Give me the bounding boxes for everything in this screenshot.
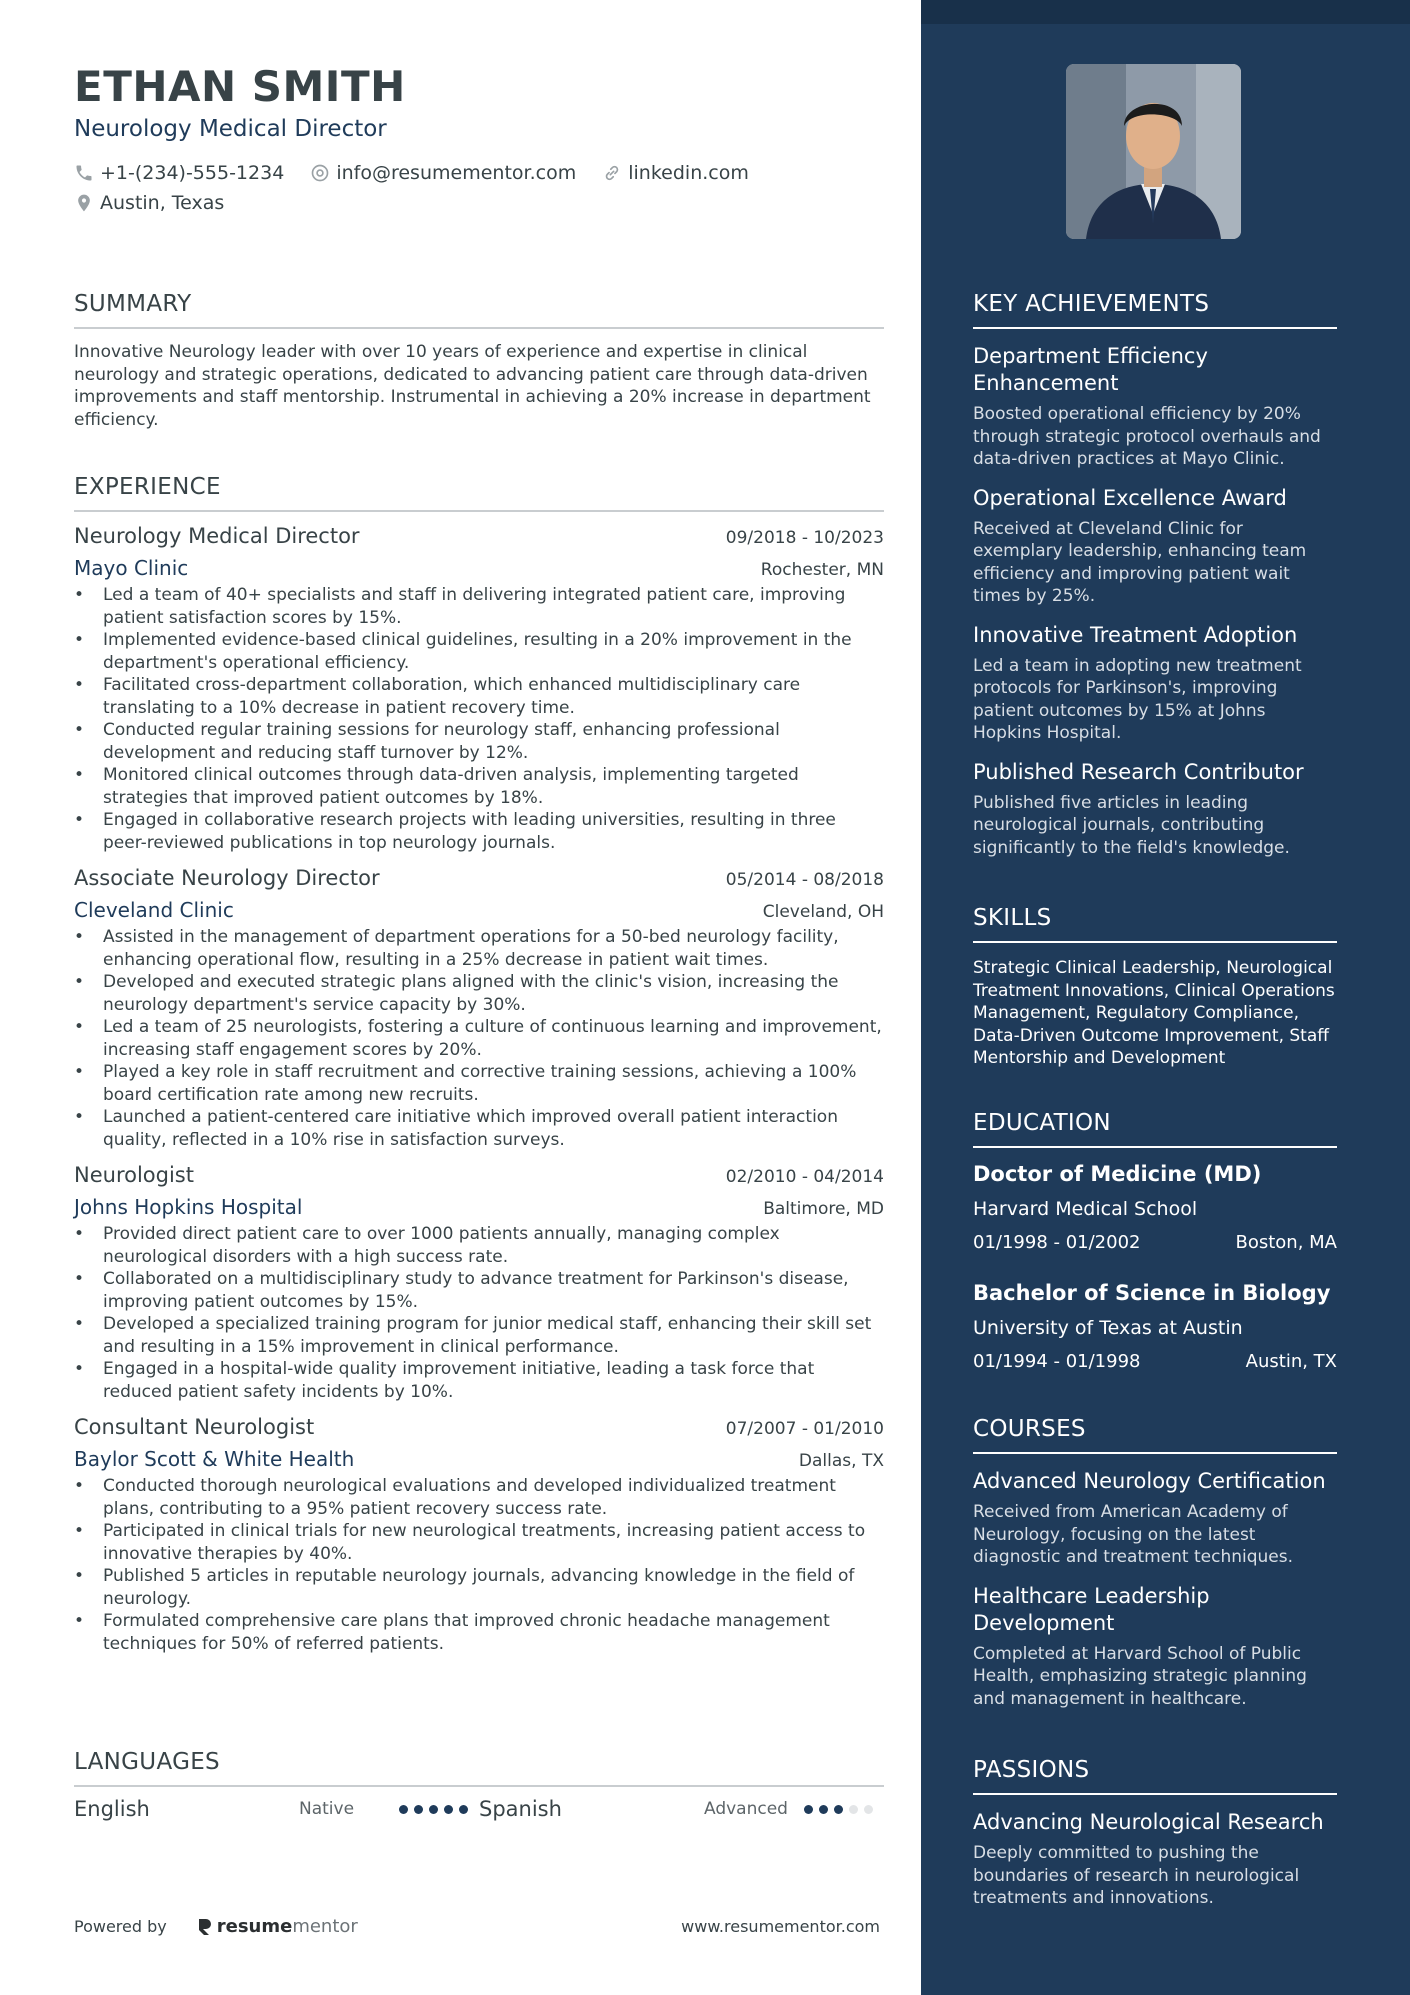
job-location: Rochester, MN [760,560,884,580]
sidebar [921,0,1410,1995]
course-title: Advanced Neurology Certification [973,1469,1326,1493]
course [973,1468,1337,1569]
location-text: Austin, Texas [100,192,225,214]
candidate-name: ETHAN SMITH [74,62,406,111]
job-entry [74,524,884,854]
job-title: Neurology Medical Director [74,524,360,548]
job-location: Dallas, TX [798,1451,884,1471]
rating-dot [444,1805,453,1814]
languages-list [74,1797,884,1821]
job-bullets [74,926,884,1151]
skills-title: SKILLS [973,905,1337,943]
powered-by [74,1916,358,1937]
job-company: Johns Hopkins Hospital [74,1195,303,1219]
bullet-item: • Monitored clinical outcomes through data-driven analysis, implementing targeted strategies that improved patient outcomes by 18%. [74,764,884,809]
rating-dot [864,1805,873,1814]
bullet-item: • Conducted regular training sessions for neurology staff, enhancing professional development and reducing staff turnover by 12%. [74,719,884,764]
education-dates: 01/1994 - 01/1998 [973,1351,1141,1372]
footer-url[interactable]: www.resumementor.com [681,1917,880,1936]
course [973,1583,1337,1711]
job-header [74,866,884,890]
phone-text: +1-(234)-555-1234 [100,162,285,184]
job-subheader [74,898,884,922]
summary-section [74,291,884,431]
bullet-item: • Collaborated on a multidisciplinary study to advance treatment for Parkinson's disease, improving patient outcomes by 15%. [74,1268,884,1313]
job-header [74,1163,884,1187]
contact-phone[interactable] [74,160,284,186]
education-item [973,1162,1337,1253]
achievement [973,622,1337,745]
powered-by-label: Powered by [74,1917,167,1936]
passion-desc: Deeply committed to pushing the boundaries of research in neurological treatments and innovations. [973,1843,1300,1908]
rating-dot [849,1805,858,1814]
job-subheader [74,1447,884,1471]
bullet-item: • Engaged in a hospital-wide quality improvement initiative, leading a task force that reduced patient safety incidents by 10%. [74,1358,884,1403]
achievement-desc: Led a team in adopting new treatment protocols for Parkinson's, improving patient outcomes by 15% at Johns Hopkins Hospital. [973,655,1302,743]
brand-logo[interactable] [197,1916,358,1937]
rating-dot [429,1805,438,1814]
profile-photo [1066,64,1241,239]
education-dates: 01/1998 - 01/2002 [973,1232,1141,1253]
job-company: Mayo Clinic [74,556,189,580]
phone-icon [74,163,94,183]
education-school: University of Texas at Austin [973,1317,1243,1339]
bullet-item: • Developed a specialized training program for junior medical staff, enhancing their skill set and resulting in a 15% improvement in clinical performance. [74,1313,884,1358]
bullet-item: • Led a team of 40+ specialists and staff in delivering integrated patient care, improving patient satisfaction scores by 15%. [74,584,884,629]
summary-title: SUMMARY [74,291,884,329]
bullet-item: • Developed and executed strategic plans aligned with the clinic's vision, increasing the neurology department's service capacity by 30%. [74,971,884,1016]
education-location: Boston, MA [1235,1232,1337,1253]
job-location: Baltimore, MD [763,1199,884,1219]
email-text: info@resumementor.com [336,162,577,184]
achievement-title: Innovative Treatment Adoption [973,622,1298,647]
contact-info [74,160,874,218]
passions-title: PASSIONS [973,1757,1337,1795]
bullet-item: • Facilitated cross-department collaboration, which enhanced multidisciplinary care translating to a 10% decrease in patient recovery time. [74,674,884,719]
job-title: Neurologist [74,1163,194,1187]
education-title: EDUCATION [973,1110,1337,1148]
language-level: Advanced [704,1799,788,1819]
job-subheader [74,1195,884,1219]
job-bullets [74,1223,884,1403]
courses-title: COURSES [973,1416,1337,1454]
passions-section [973,1757,1337,1910]
job-bullets [74,584,884,854]
job-header [74,1415,884,1439]
footer [74,1916,880,1937]
rating-dot [399,1805,408,1814]
achievement-desc: Published five articles in leading neurological journals, contributing significantly to the field's knowledge. [973,792,1290,858]
courses-section [973,1416,1337,1710]
courses-list [973,1468,1337,1710]
job-entry [74,866,884,1151]
rating-dot [819,1805,828,1814]
job-subheader [74,556,884,580]
languages-section [74,1749,884,1821]
job-entry [74,1163,884,1403]
achievements-section [973,291,1337,859]
linkedin-text: linkedin.com [628,162,749,184]
at-icon [310,163,330,183]
contact-email[interactable] [310,160,576,186]
job-company: Baylor Scott & White Health [74,1447,355,1471]
language-rating [399,1805,468,1814]
bullet-item: • Provided direct patient care to over 1000 patients annually, managing complex neurological disorders with a high success rate. [74,1223,884,1268]
language-name: English [74,1797,150,1821]
achievement-title: Department Efficiency Enhancement [973,344,1208,395]
achievements-title: KEY ACHIEVEMENTS [973,291,1337,329]
achievement-desc: Boosted operational efficiency by 20% through strategic protocol overhauls and data-driven practices at Mayo Clinic. [973,404,1321,469]
achievement [973,759,1337,860]
language-name: Spanish [479,1797,562,1821]
brand-logo-icon [197,1917,213,1937]
achievement [973,485,1337,608]
education-location: Austin, TX [1245,1351,1337,1372]
bullet-item: • Launched a patient-centered care initiative which improved overall patient interaction quality, reflected in a 10% rise in satisfaction surveys. [74,1106,884,1151]
course-title: Healthcare Leadership Development [973,1583,1210,1635]
job-header [74,524,884,548]
achievement [973,343,1337,471]
education-meta [973,1232,1337,1253]
education-school: Harvard Medical School [973,1198,1198,1220]
location-pin-icon [74,193,94,213]
bullet-item: • Assisted in the management of department operations for a 50-bed neurology facility, enhancing operational flow, resulting in a 25% decrease in patient wait times. [74,926,884,971]
bullet-item: • Formulated comprehensive care plans that improved chronic headache management techniques for 50% of referred patients. [74,1610,884,1655]
bullet-item: • Published 5 articles in reputable neurology journals, advancing knowledge in the field of neurology. [74,1565,884,1610]
passion [973,1809,1337,1910]
candidate-role: Neurology Medical Director [74,116,387,142]
brand-name-light: mentor [292,1916,358,1937]
job-company: Cleveland Clinic [74,898,234,922]
experience-list [74,524,884,1655]
brand-name-bold: resume [216,1916,293,1937]
job-bullets [74,1475,884,1655]
rating-dot [834,1805,843,1814]
rating-dot [804,1805,813,1814]
bullet-item: • Led a team of 25 neurologists, fostering a culture of continuous learning and improvement, increasing staff engagement scores by 20%. [74,1016,884,1061]
experience-title: EXPERIENCE [74,474,884,512]
achievement-title: Published Research Contributor [973,759,1304,784]
bullet-item: • Engaged in collaborative research projects with leading universities, resulting in three peer-reviewed publications in top neurology journals. [74,809,884,854]
job-entry [74,1415,884,1655]
language-item [74,1797,479,1821]
achievement-title: Operational Excellence Award [973,485,1287,510]
job-dates: 05/2014 - 08/2018 [725,870,884,890]
job-title: Consultant Neurologist [74,1415,315,1439]
sidebar-top-band [921,0,1410,24]
course-desc: Completed at Harvard School of Public Health, emphasizing strategic planning and management in healthcare. [973,1643,1307,1709]
education-degree: Doctor of Medicine (MD) [973,1162,1262,1186]
bullet-item: • Conducted thorough neurological evaluations and developed individualized treatment plans, contributing to a 95% patient recovery success rate. [74,1475,884,1520]
language-item [479,1797,884,1821]
job-dates: 02/2010 - 04/2014 [725,1167,884,1187]
language-level: Native [299,1799,355,1819]
summary-text: Innovative Neurology leader with over 10 years of experience and expertise in clinical neurology and strategic operations, dedicated to advancing patient care through data-driven improvements and staff mentorship. Instrumental in achieving a 20% increase in department efficiency. [74,342,871,430]
contact-location [74,190,224,216]
contact-linkedin[interactable] [602,160,749,186]
experience-section [74,474,884,1655]
education-degree: Bachelor of Science in Biology [973,1281,1331,1305]
link-icon [602,163,622,183]
bullet-item: • Participated in clinical trials for new neurological treatments, increasing patient access to innovative therapies by 40%. [74,1520,884,1565]
rating-dot [414,1805,423,1814]
education-section [973,1110,1337,1372]
job-location: Cleveland, OH [762,902,884,922]
rating-dot [459,1805,468,1814]
language-rating [804,1805,873,1814]
passions-list [973,1809,1337,1910]
languages-title: LANGUAGES [74,1749,884,1787]
passion-title: Advancing Neurological Research [973,1810,1324,1834]
achievement-desc: Received at Cleveland Clinic for exemplary leadership, enhancing team efficiency and improving patient wait times by 25%. [973,518,1307,606]
job-title: Associate Neurology Director [74,866,380,890]
course-desc: Received from American Academy of Neurology, focusing on the latest diagnostic and treatment techniques. [973,1502,1293,1567]
bullet-item: • Implemented evidence-based clinical guidelines, resulting in a 20% improvement in the department's operational efficiency. [74,629,884,674]
education-meta [973,1351,1337,1372]
skills-text: Strategic Clinical Leadership, Neurological Treatment Innovations, Clinical Operations Management, Regulatory Compliance, Data-Driven Outcome Improvement, Staff Mentorship and Development [973,958,1335,1068]
education-item [973,1281,1337,1372]
bullet-item: • Played a key role in staff recruitment and corrective training sessions, achieving a 100% board certification rate among new recruits. [74,1061,884,1106]
achievements-list [973,343,1337,859]
job-dates: 07/2007 - 01/2010 [725,1419,884,1439]
skills-section [973,905,1337,1070]
job-dates: 09/2018 - 10/2023 [725,528,884,548]
education-list [973,1162,1337,1372]
